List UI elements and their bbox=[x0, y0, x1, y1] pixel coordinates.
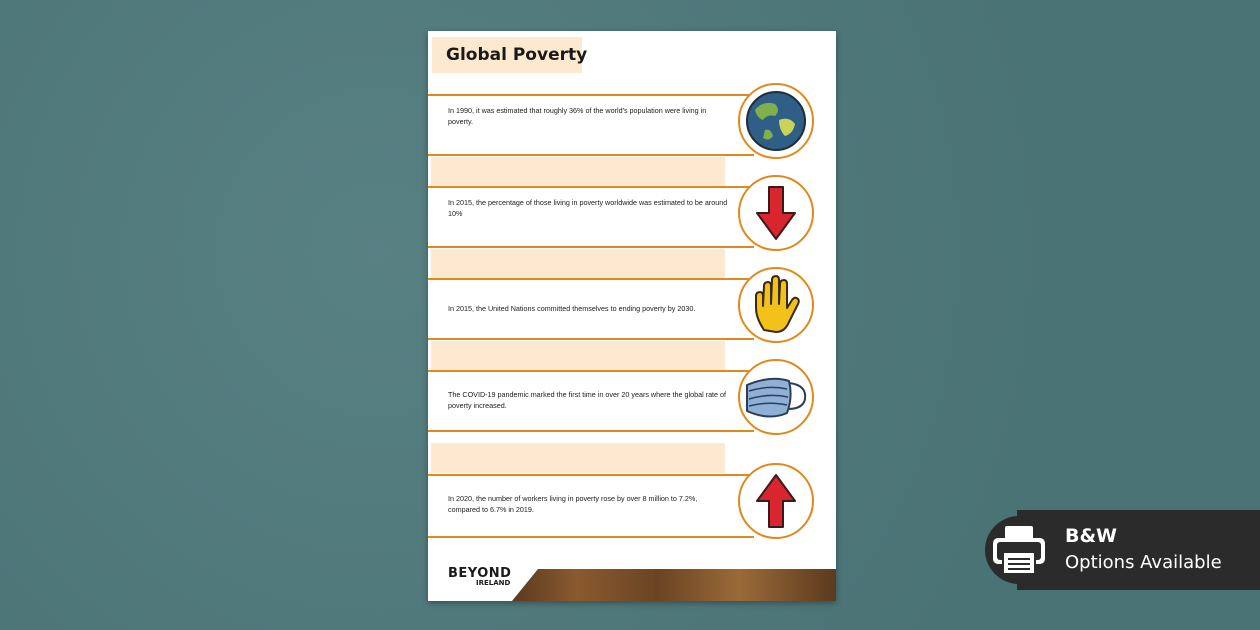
fact-row-1 bbox=[428, 85, 836, 159]
fact-text: In 2015, the percentage of those living in poverty worldwide was estimated to be around 10% bbox=[448, 198, 728, 218]
row-line-bottom bbox=[428, 536, 754, 538]
up-arrow-icon bbox=[738, 463, 814, 539]
row-line-bottom bbox=[428, 338, 754, 340]
fact-row-5 bbox=[428, 465, 836, 539]
fact-row-2 bbox=[428, 177, 836, 251]
fact-text: In 2015, the United Nations committed themselves to ending poverty by 2030. bbox=[448, 304, 696, 313]
poster-sheet bbox=[428, 31, 836, 601]
row-line-bottom bbox=[428, 154, 754, 156]
title-box bbox=[432, 37, 588, 73]
fact-row-4 bbox=[428, 361, 836, 435]
logo-sub-text: IRELAND bbox=[476, 579, 511, 587]
beyond-logo bbox=[448, 566, 511, 587]
globe-icon bbox=[738, 83, 814, 159]
badge-title: B&W bbox=[1065, 525, 1118, 547]
row-line-top bbox=[428, 278, 754, 280]
row-line-top bbox=[428, 94, 754, 96]
fact-text: In 2020, the number of workers living in poverty rose by over 8 million to 7.2%, compared to 6.7% in 2019. bbox=[448, 494, 698, 514]
badge-subtitle: Options Available bbox=[1065, 552, 1222, 573]
poster-title: Global Poverty bbox=[446, 45, 588, 65]
row-line-bottom bbox=[428, 246, 754, 248]
row-line-top bbox=[428, 474, 754, 476]
map-texture-strip bbox=[512, 569, 836, 601]
fact-text: In 1990, it was estimated that roughly 36% of the world's population were living in poverty. bbox=[448, 106, 707, 126]
fact-row-3 bbox=[428, 269, 836, 343]
logo-main-text: BEYOND bbox=[448, 566, 512, 581]
row-line-top bbox=[428, 370, 754, 372]
fact-text: The COVID-19 pandemic marked the first time in over 20 years where the global rate of poverty increased. bbox=[448, 390, 727, 410]
down-arrow-icon bbox=[738, 175, 814, 251]
map-strip-corner bbox=[512, 569, 538, 601]
row-line-bottom bbox=[428, 430, 754, 432]
bw-options-badge bbox=[1017, 510, 1260, 590]
row-line-top bbox=[428, 186, 754, 188]
raised-hand-icon bbox=[738, 267, 814, 343]
face-mask-icon bbox=[738, 359, 814, 435]
printer-icon bbox=[983, 514, 1055, 586]
